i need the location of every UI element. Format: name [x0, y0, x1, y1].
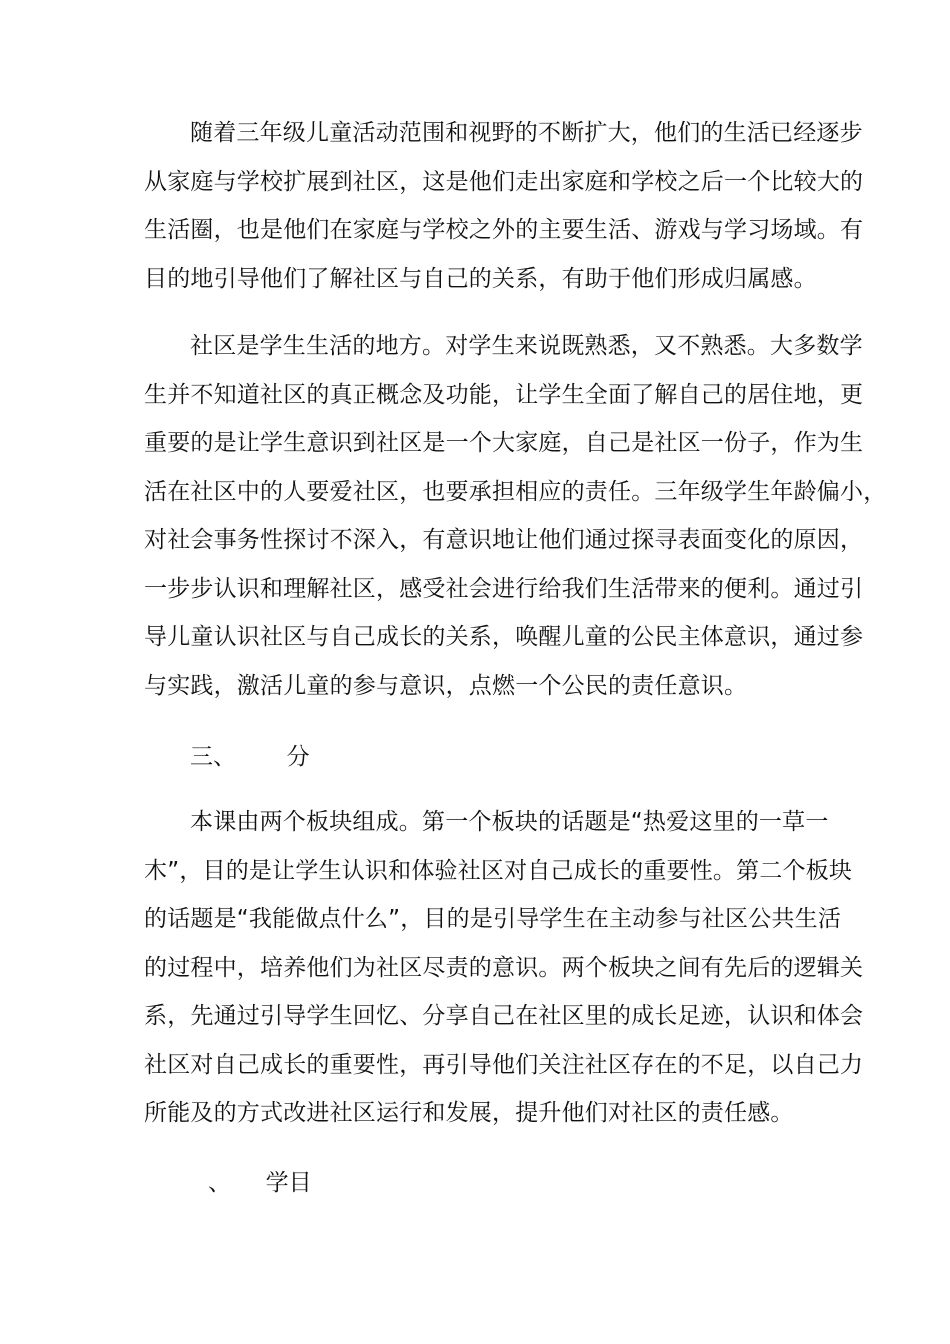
- text-line: 的过程中，培养他们为社区尽责的意识。两个板块之间有先后的逻辑关: [144, 954, 864, 981]
- text-line: 本课由两个板块组成。第一个板块的话题是“热爱这里的一草一: [190, 809, 829, 835]
- heading-title: 学目: [265, 1170, 312, 1196]
- text-line: 的话题是“我能做点什么”，目的是引导学生在主动参与社区公共生活: [144, 906, 842, 932]
- text-line: 目的地引导他们了解社区与自己的关系，有助于他们形成归属感。: [144, 265, 817, 292]
- text-line: 从家庭与学校扩展到社区，这是他们走出家庭和学校之后一个比较大的: [144, 168, 864, 195]
- paragraph-2: [144, 322, 887, 710]
- text-line: 所能及的方式改进社区运行和发展，提升他们对社区的责任感。: [144, 1100, 794, 1126]
- text-line: 一步步认识和理解社区，感受社会进行给我们生活带来的便利。通过引: [144, 575, 864, 602]
- section-heading-3: [190, 737, 310, 777]
- text-line: 社区是学生生活的地方。对学生来说既熟悉，又不熟悉。大多数学: [190, 333, 863, 359]
- heading-title: 分: [286, 744, 310, 770]
- text-line: 社区对自己成长的重要性，再引导他们关注社区存在的不足，以自己力: [144, 1051, 864, 1078]
- paragraph-3: [144, 798, 864, 1138]
- text-line: 随着三年级儿童活动范围和视野的不断扩大，他们的生活已经逐步: [190, 120, 863, 146]
- text-line: 系，先通过引导学生回忆、分享自己在社区里的成长足迹，认识和体会: [144, 1003, 864, 1029]
- text-line: 生并不知道社区的真正概念及功能，让学生全面了解自己的居住地，更: [144, 381, 864, 408]
- text-line: 与实践，激活儿童的参与意识，点燃一个公民的责任意识。: [144, 672, 748, 699]
- paragraph-1: [144, 109, 864, 303]
- heading-number: 三、: [190, 744, 236, 770]
- text-line: 重要的是让学生意识到社区是一个大家庭，自己是社区一份子，作为生: [144, 430, 864, 456]
- text-line: 对社会事务性探讨不深入，有意识地让他们通过探寻表面变化的原因，: [144, 527, 864, 553]
- text-line: 活在社区中的人要爱社区，也要承担相应的责任。三年级学生年龄偏小，: [144, 478, 887, 505]
- text-line: 导儿童认识社区与自己成长的关系，唤醒儿童的公民主体意识，通过参: [144, 624, 864, 650]
- section-heading-4: [208, 1163, 312, 1203]
- heading-number: 、: [208, 1170, 231, 1196]
- text-line: 生活圈，也是他们在家庭与学校之外的主要生活、游戏与学习场域。有: [144, 217, 864, 243]
- text-line: 木”，目的是让学生认识和体验社区对自己成长的重要性。第二个板块: [144, 857, 853, 884]
